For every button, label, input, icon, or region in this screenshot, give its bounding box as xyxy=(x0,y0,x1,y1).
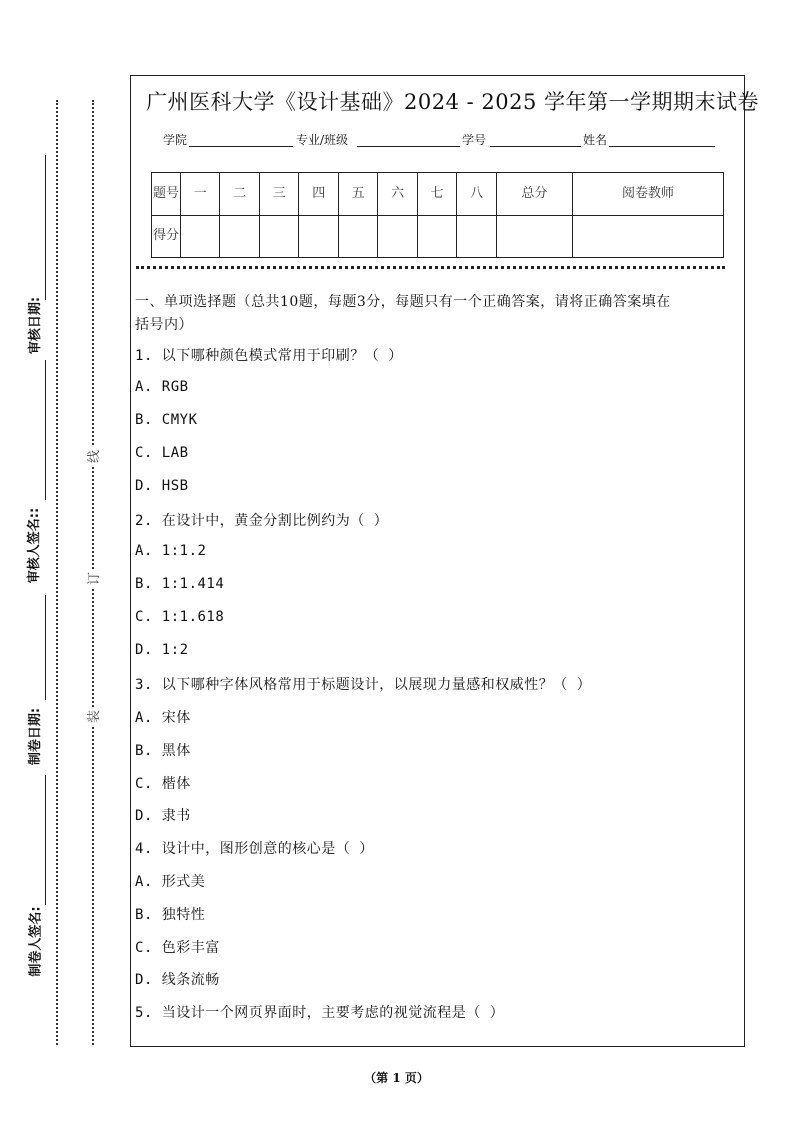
review-date-label: 审核日期: xyxy=(28,296,44,355)
student-id-field[interactable] xyxy=(490,146,581,147)
column-header: 五 xyxy=(338,173,377,216)
question-text: 4. 设计中，图形创意的核心是（ ） xyxy=(135,841,374,857)
column-header: 三 xyxy=(259,173,298,216)
answer-option: A. RGB xyxy=(135,379,189,395)
answer-option: D. HSB xyxy=(135,478,189,494)
row-label: 题号 xyxy=(152,173,181,216)
score-cell xyxy=(378,215,417,258)
answer-option: C. 楷体 xyxy=(135,776,191,792)
answer-option: D. 隶书 xyxy=(135,808,191,824)
column-header: 八 xyxy=(457,173,496,216)
column-header: 七 xyxy=(417,173,456,216)
score-cell xyxy=(573,215,724,258)
student-id-label: 学号 xyxy=(462,133,487,147)
name-field[interactable] xyxy=(609,146,715,147)
column-header: 六 xyxy=(378,173,417,216)
signature-line xyxy=(45,775,46,905)
answer-option: C. LAB xyxy=(135,445,189,461)
binding-dotted-line xyxy=(92,467,94,569)
column-header: 阅卷教师 xyxy=(573,173,724,216)
signature-line xyxy=(45,155,46,300)
reviewer-sign-label: 审核人签名:: xyxy=(27,507,43,584)
answer-option: A. 形式美 xyxy=(135,874,206,890)
binding-char: 订 xyxy=(87,571,103,586)
answer-option: A. 1:1.2 xyxy=(135,543,207,559)
major-label: 专业/班级 xyxy=(296,133,349,147)
answer-option: B. 独特性 xyxy=(135,907,206,923)
question-text: 1. 以下哪种颜色模式常用于印刷？（ ） xyxy=(135,348,403,364)
answer-option: A. 宋体 xyxy=(135,710,191,726)
question-text: 5. 当设计一个网页界面时，主要考虑的视觉流程是（ ） xyxy=(135,1005,505,1021)
question-text: 3. 以下哪种字体风格常用于标题设计，以展现力量感和权威性？（ ） xyxy=(135,677,592,693)
binding-dotted-line xyxy=(56,100,58,1045)
column-header: 总分 xyxy=(496,173,572,216)
score-cell xyxy=(417,215,456,258)
name-label: 姓名 xyxy=(583,133,608,147)
table-row xyxy=(152,173,724,216)
binding-char: 线 xyxy=(87,449,103,464)
section-heading: 一、单项选择题（总共10题，每题3分，每题只有一个正确答案，请将正确答案填在 xyxy=(135,294,671,310)
column-header: 一 xyxy=(181,173,220,216)
college-label: 学院 xyxy=(163,133,188,147)
answer-option: B. CMYK xyxy=(135,412,198,428)
college-field[interactable] xyxy=(189,146,293,147)
signature-line xyxy=(45,595,46,700)
score-cell xyxy=(338,215,377,258)
score-cell xyxy=(259,215,298,258)
exam-title: 广州医科大学《设计基础》2024 - 2025 学年第一学期期末试卷 xyxy=(146,90,760,114)
make-date-label: 制卷日期: xyxy=(28,707,44,766)
answer-option: D. 1:2 xyxy=(135,642,189,658)
table-row xyxy=(152,215,724,258)
binding-dotted-line xyxy=(92,100,94,445)
maker-sign-label: 制卷人签名: xyxy=(28,906,44,977)
section-heading-cont: 括号内） xyxy=(135,317,193,333)
binding-dotted-line xyxy=(92,727,94,1045)
score-cell xyxy=(220,215,259,258)
score-cell xyxy=(181,215,220,258)
answer-option: D. 线条流畅 xyxy=(135,972,220,988)
signature-line xyxy=(45,360,46,500)
score-cell xyxy=(299,215,338,258)
score-cell xyxy=(496,215,572,258)
answer-option: C. 色彩丰富 xyxy=(135,940,220,956)
divider xyxy=(136,266,725,269)
column-header: 四 xyxy=(299,173,338,216)
score-cell xyxy=(457,215,496,258)
question-text: 2. 在设计中，黄金分割比例约为（ ） xyxy=(135,513,389,529)
answer-option: B. 黑体 xyxy=(135,743,191,759)
binding-dotted-line xyxy=(92,589,94,707)
score-table xyxy=(151,172,724,258)
major-field[interactable] xyxy=(357,146,460,147)
answer-option: C. 1:1.618 xyxy=(135,609,225,625)
column-header: 二 xyxy=(220,173,259,216)
answer-option: B. 1:1.414 xyxy=(135,576,225,592)
row-label: 得分 xyxy=(152,215,181,258)
page-number: （第 1 页） xyxy=(364,1071,429,1085)
binding-char: 装 xyxy=(87,709,103,724)
